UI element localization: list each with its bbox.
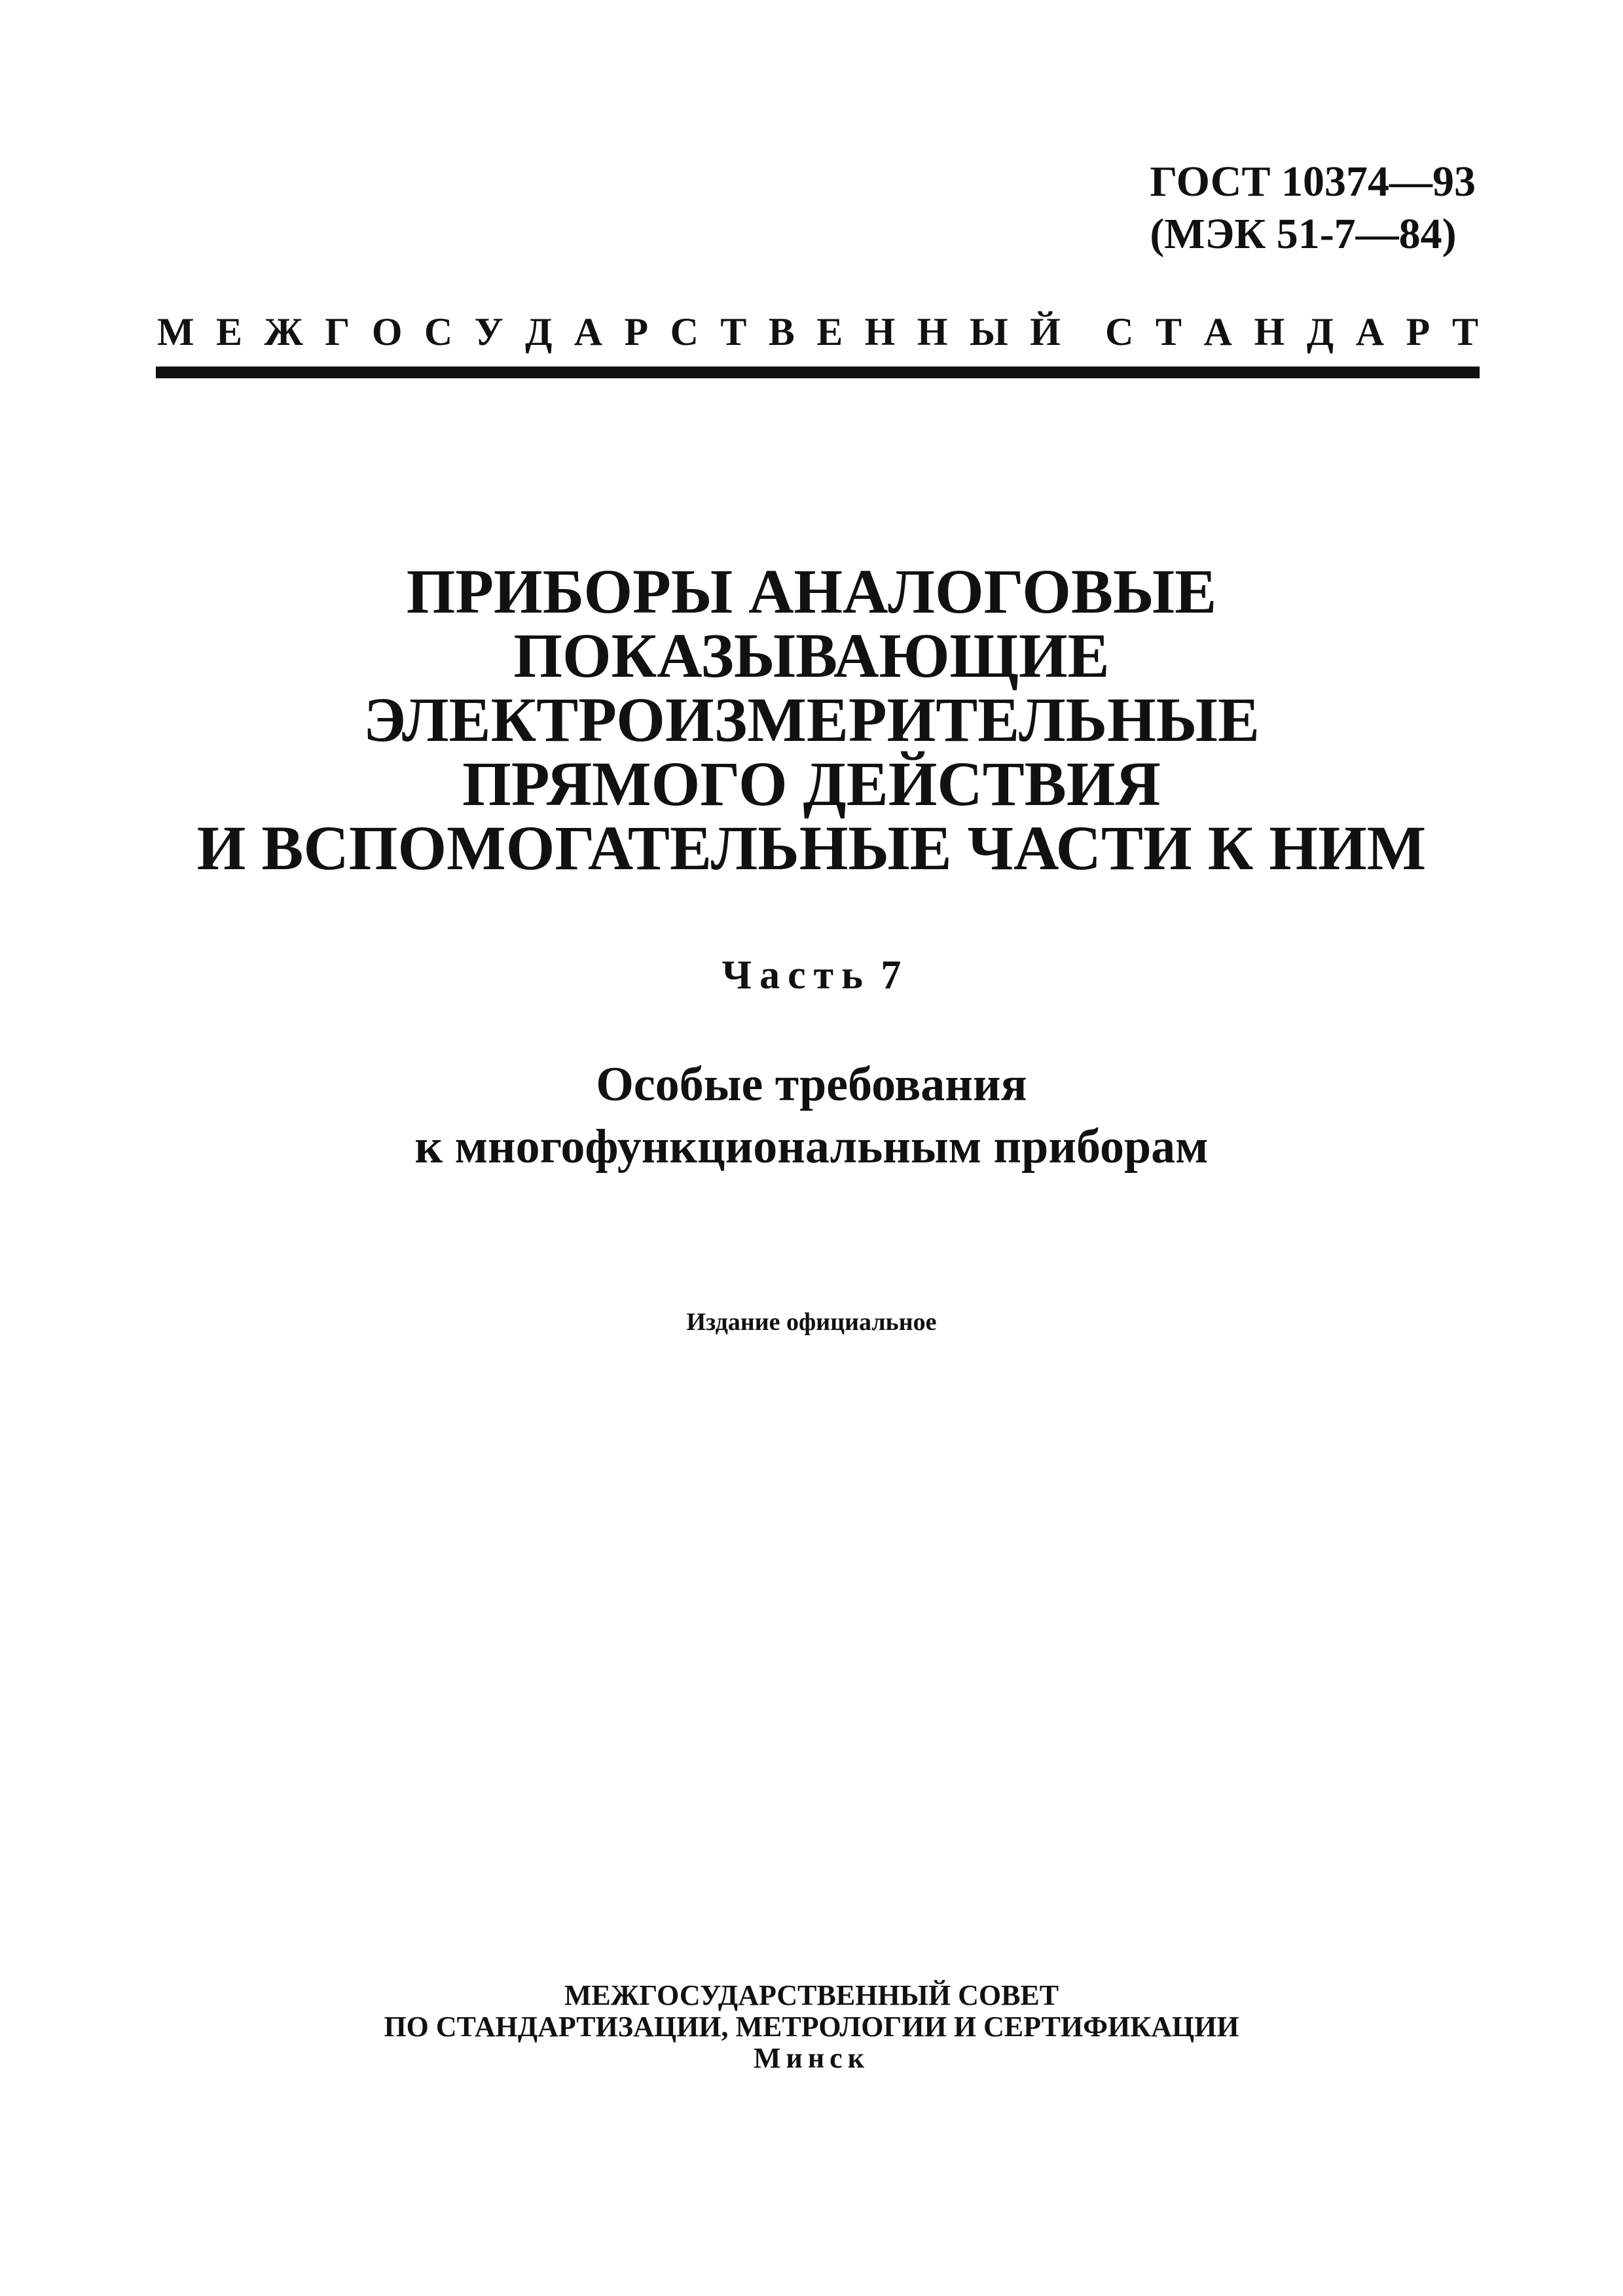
publisher-block xyxy=(0,1980,1623,2074)
subtitle-line: Особые требования xyxy=(596,1058,1027,1111)
edition-note: Издание официальное xyxy=(686,1308,937,1336)
publisher-line: ПО СТАНДАРТИЗАЦИИ, МЕТРОЛОГИИ И СЕРТИФИКАЦИИ xyxy=(384,2011,1239,2043)
iec-number: (МЭК 51-7—84) xyxy=(1150,210,1457,258)
subtitle-line: к многофункциональным приборам xyxy=(414,1120,1209,1174)
title-line: ЭЛЕКТРОИЗМЕРИТЕЛЬНЫЕ xyxy=(363,685,1260,755)
document-subtitle xyxy=(0,1054,1623,1178)
title-line: ПРЯМОГО ДЕЙСТВИЯ xyxy=(462,749,1161,819)
standard-type-word-1: М Е Ж Г О С У Д А Р С Т В Е Н Н Ы Й xyxy=(157,310,1061,353)
standard-type-word-2: С Т А Н Д А Р Т xyxy=(1105,310,1478,353)
gost-number: ГОСТ 10374—93 xyxy=(1150,158,1476,206)
document-title xyxy=(0,556,1623,883)
standard-type-heading xyxy=(157,309,1478,355)
title-line: И ВСПОМОГАТЕЛЬНЫЕ ЧАСТИ К НИМ xyxy=(196,813,1427,883)
title-line: ПОКАЗЫВАЮЩИЕ xyxy=(513,620,1110,691)
publisher-city: Минск xyxy=(753,2042,870,2074)
title-line: ПРИБОРЫ АНАЛОГОВЫЕ xyxy=(406,556,1217,626)
part-number: 7 xyxy=(881,953,902,997)
heading-divider xyxy=(156,367,1480,378)
publisher-line: МЕЖГОСУДАРСТВЕННЫЙ СОВЕТ xyxy=(564,1979,1059,2011)
part-word: Часть xyxy=(721,953,871,997)
part-label xyxy=(0,949,1623,1001)
standard-designation xyxy=(1150,156,1476,260)
